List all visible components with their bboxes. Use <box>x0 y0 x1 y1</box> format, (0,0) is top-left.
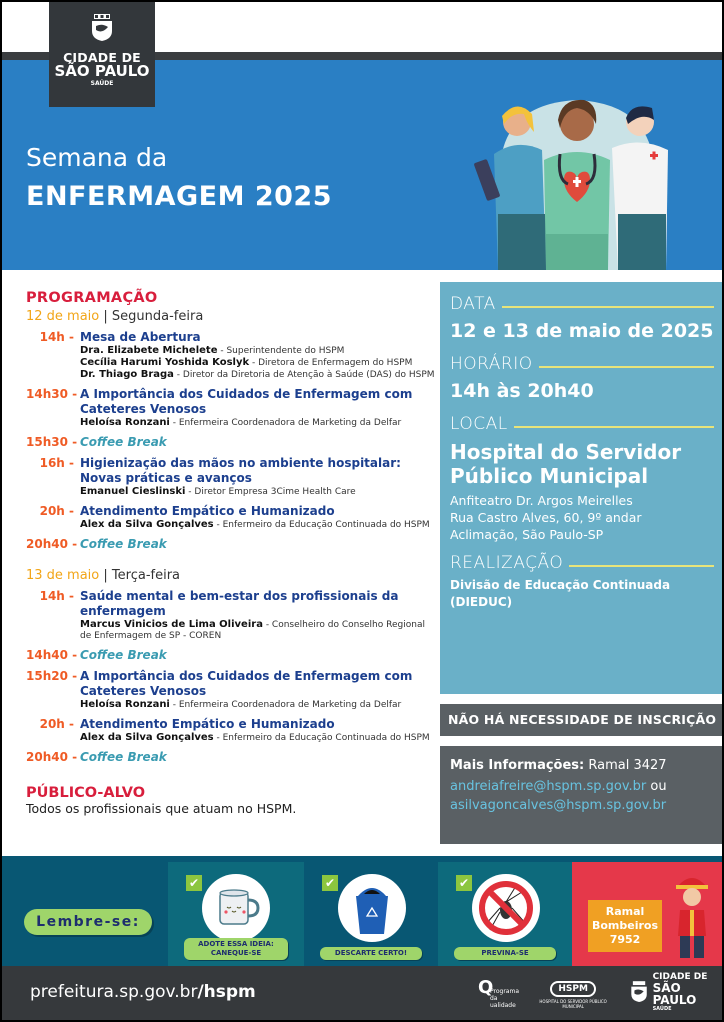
item-time: 14h - <box>39 330 74 344</box>
footer-logos <box>472 972 722 1012</box>
item-title: Atendimento Empático e Humanizado <box>80 717 335 731</box>
nurses-illustration-icon <box>472 84 682 270</box>
no-registration-banner: NÃO HÁ NECESSIDADE DE INSCRIÇÃO <box>440 704 722 736</box>
place-address: Anfiteatro Dr. Argos Meirelles Rua Castro Alves, 60, 9º andar Aclimação, São Paulo-SP <box>450 493 642 542</box>
email-link-2[interactable]: asilvagoncalves@hspm.sp.gov.br <box>450 798 667 813</box>
program-section <box>26 290 436 816</box>
crest-icon <box>629 979 649 1005</box>
title-line1: Semana da <box>26 143 168 172</box>
schedule-item <box>26 589 436 642</box>
item-time: 20h - <box>39 717 74 731</box>
item-title: Atendimento Empático e Humanizado <box>80 504 335 518</box>
item-time: 15h30 - <box>26 435 78 449</box>
schedule-item <box>26 387 436 429</box>
item-title: Saúde mental e bem-estar dos profissionais da enfermagem <box>80 589 399 618</box>
contact-phone: Mais Informações: Ramal 3427 <box>450 758 667 773</box>
day-date: 13 de maio <box>26 568 100 583</box>
divider-line <box>539 366 714 368</box>
title-line2: ENFERMAGEM 2025 <box>26 181 333 212</box>
reminders-band <box>2 856 722 966</box>
website-url[interactable]: prefeitura.sp.gov.br/hspm <box>30 982 256 1002</box>
logo-line2: SÃO PAULO <box>54 62 150 80</box>
coffee-break: Coffee Break <box>80 648 167 662</box>
item-time: 20h - <box>39 504 74 518</box>
day-header <box>26 309 436 324</box>
time-value: 14h às 20h40 <box>450 380 594 402</box>
schedule-item <box>26 717 436 744</box>
reminder-card-label: ADOTE ESSA IDEIA: CANEQUE-SE <box>184 938 288 960</box>
audience-title: PÚBLICO-ALVO <box>26 785 146 801</box>
item-time: 14h40 - <box>26 648 78 662</box>
coffee-break: Coffee Break <box>80 750 167 764</box>
date-value: 12 e 13 de maio de 2025 <box>450 320 714 342</box>
check-icon: ✔ <box>186 875 202 891</box>
speaker: Emanuel Cieslinski - Diretor Empresa 3Cime Health Care <box>80 486 356 497</box>
program-title: PROGRAMAÇÃO <box>26 290 158 306</box>
reminder-card-label: PREVINA-SE <box>454 947 556 960</box>
speaker: Marcus Vinicios de Lima Oliveira - Conselheiro do Conselho Regional de Enfermagem de SP - COREN <box>80 619 425 641</box>
schedule-item-coffee <box>26 435 436 450</box>
item-title: Mesa de Abertura <box>80 330 201 344</box>
speaker: Heloísa Ronzani - Enfermeira Coordenadora de Marketing da Delfar <box>80 417 402 428</box>
schedule-item <box>26 669 436 711</box>
divider-line <box>514 426 714 428</box>
quality-program-logo: Q Programa da ualidade <box>478 977 519 1009</box>
day-header <box>26 568 436 583</box>
place-label-row <box>450 414 714 434</box>
hspm-logo: HSPM HOSPITAL DO SERVIDOR PÚBLICO MUNICIPAL <box>532 976 615 1009</box>
coffee-break: Coffee Break <box>80 537 167 551</box>
recycle-bin-icon <box>338 874 406 942</box>
speaker: Cecília Harumi Yoshida Koslyk - Diretora de Enfermagem do HSPM <box>80 357 413 368</box>
fire-extension-box: Ramal Bombeiros 7952 <box>588 900 662 952</box>
reminder-card-mosquito <box>438 862 572 966</box>
day-date: 12 de maio <box>26 309 100 324</box>
time-label-row <box>450 354 714 374</box>
audience-text: Todos os profissionais que atuam no HSPM. <box>26 801 297 816</box>
item-time: 20h40 - <box>26 537 78 551</box>
speaker: Alex da Silva Gonçalves - Enfermeiro da Educação Continuada do HSPM <box>80 732 430 743</box>
event-info-box <box>440 282 722 694</box>
reminder-card-label: DESCARTE CERTO! <box>320 947 422 960</box>
divider-line <box>502 306 714 308</box>
speaker: Dra. Elizabete Michelete - Superintendente do HSPM <box>80 345 345 356</box>
firefighter-icon <box>672 870 712 962</box>
schedule-item-coffee <box>26 750 436 765</box>
date-label-row <box>450 294 714 314</box>
contact-emails: andreiafreire@hspm.sp.gov.br ou <box>450 779 667 794</box>
check-icon: ✔ <box>456 875 472 891</box>
item-title: A Importância dos Cuidados de Enfermagem com Cateteres Venosos <box>80 669 413 698</box>
date-label: DATA <box>450 294 496 314</box>
speaker: Dr. Thiago Braga - Diretor da Diretoria de Atenção à Saúde (DAS) do HSPM <box>80 369 435 380</box>
item-time: 16h - <box>39 456 74 470</box>
footer <box>2 966 722 1020</box>
org-label-row <box>450 553 714 573</box>
city-footer-logo: CIDADE DE SÃO PAULO SAÚDE <box>629 972 723 1012</box>
divider-line <box>569 565 714 567</box>
check-icon: ✔ <box>322 875 338 891</box>
day-weekday: | Terça-feira <box>103 568 181 583</box>
mug-icon <box>202 874 270 942</box>
logo-line3: SAÚDE <box>90 80 114 87</box>
speaker: Heloísa Ronzani - Enfermeira Coordenadora de Marketing da Delfar <box>80 699 402 710</box>
logo-line1: CIDADE DE <box>63 50 141 65</box>
crest-icon <box>89 14 115 42</box>
speaker: Alex da Silva Gonçalves - Enfermeiro da Educação Continuada do HSPM <box>80 519 430 530</box>
poster <box>2 2 722 1020</box>
item-time: 14h - <box>39 589 74 603</box>
day-weekday: | Segunda-feira <box>103 309 204 324</box>
reminder-label: Lembre-se: <box>24 909 152 935</box>
schedule-item-coffee <box>26 648 436 663</box>
reminder-card-recycle <box>304 862 438 966</box>
reminder-card-mug <box>168 862 304 966</box>
place-name: Hospital do Servidor Público Municipal <box>450 440 682 488</box>
item-title: A Importância dos Cuidados de Enfermagem com Cateteres Venosos <box>80 387 413 416</box>
org-label: REALIZAÇÃO <box>450 553 564 573</box>
schedule-item <box>26 504 436 531</box>
place-label: LOCAL <box>450 414 508 434</box>
fire-department-card <box>572 862 722 966</box>
schedule-item <box>26 330 436 381</box>
item-time: 14h30 - <box>26 387 78 401</box>
schedule-item <box>26 456 436 498</box>
contact-box <box>440 746 722 844</box>
schedule-item-coffee <box>26 537 436 552</box>
item-time: 20h40 - <box>26 750 78 764</box>
coffee-break: Coffee Break <box>80 435 167 449</box>
org-value: Divisão de Educação Continuada (DIEDUC) <box>450 578 671 609</box>
time-label: HORÁRIO <box>450 354 533 374</box>
item-time: 15h20 - <box>26 669 78 683</box>
no-mosquito-icon <box>472 874 540 942</box>
city-logo <box>49 2 155 107</box>
item-title: Higienização das mãos no ambiente hospitalar: Novas práticas e avanços <box>80 456 401 485</box>
email-link-1[interactable]: andreiafreire@hspm.sp.gov.br <box>450 779 647 794</box>
